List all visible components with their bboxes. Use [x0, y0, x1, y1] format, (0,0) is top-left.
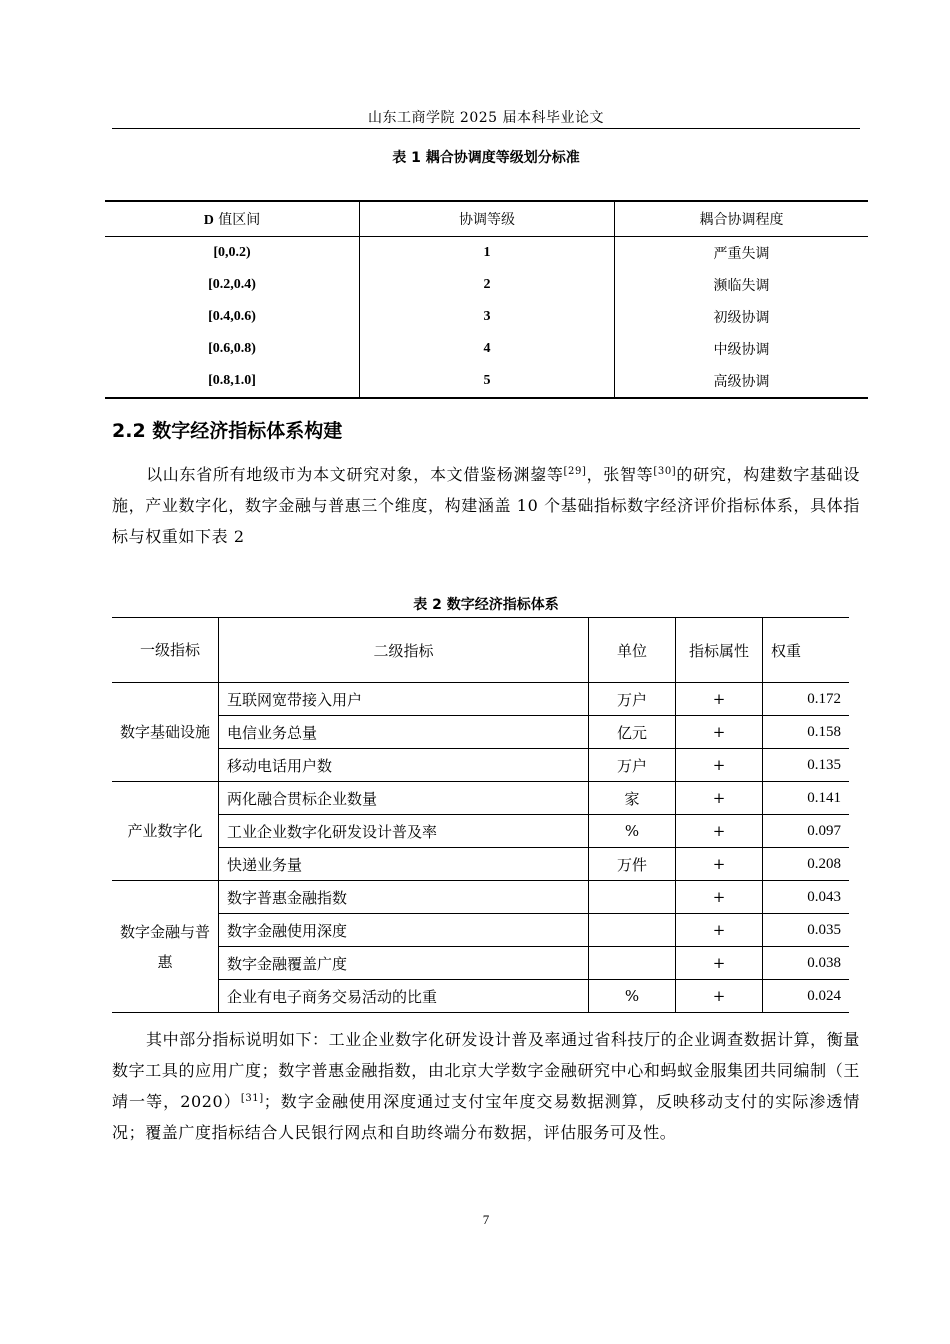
d-range-cell: [0.4,0.6) — [208, 309, 256, 324]
table-row — [112, 848, 849, 881]
attribute-cell: + — [676, 914, 763, 947]
degree-cell: 中级协调 — [615, 333, 869, 365]
citation-ref: [30] — [653, 466, 677, 477]
indicator-cell: 数字金融使用深度 — [219, 914, 589, 947]
weight-cell: 0.035 — [763, 914, 850, 947]
level-cell: 5 — [360, 365, 615, 398]
level1-group-cell: 数字金融与普惠 — [112, 881, 219, 1013]
table-row — [105, 333, 868, 365]
indicator-cell: 互联网宽带接入用户 — [219, 683, 589, 716]
weight-cell: 0.172 — [763, 683, 850, 716]
table-row — [105, 269, 868, 301]
level-cell: 1 — [360, 237, 615, 270]
d-range-cell: [0.6,0.8) — [208, 341, 256, 356]
indicator-cell: 工业企业数字化研发设计普及率 — [219, 815, 589, 848]
attribute-cell: + — [676, 749, 763, 782]
degree-cell: 濒临失调 — [615, 269, 869, 301]
attribute-cell: + — [676, 980, 763, 1013]
attribute-cell: + — [676, 947, 763, 980]
weight-cell: 0.208 — [763, 848, 850, 881]
unit-cell: % — [589, 815, 676, 848]
unit-cell: 万件 — [589, 848, 676, 881]
table1-col-level: 协调等级 — [360, 201, 615, 237]
attribute-cell: + — [676, 848, 763, 881]
paragraph-text: ，张智等 — [586, 465, 654, 484]
indicator-cell: 电信业务总量 — [219, 716, 589, 749]
notes-paragraph — [112, 1024, 860, 1148]
level-cell: 2 — [360, 269, 615, 301]
level-cell: 4 — [360, 333, 615, 365]
page-header: 山东工商学院 2025 届本科毕业论文 — [367, 110, 605, 126]
citation-ref: [29] — [563, 466, 587, 477]
table1-col-d-range: D 值区间 — [105, 201, 360, 237]
degree-cell: 高级协调 — [615, 365, 869, 398]
d-range-cell: [0,0.2) — [213, 245, 251, 260]
section-paragraph — [112, 459, 860, 552]
attribute-cell: + — [676, 716, 763, 749]
table-row — [105, 365, 868, 398]
weight-cell: 0.141 — [763, 782, 850, 815]
attribute-cell: + — [676, 683, 763, 716]
unit-cell: % — [589, 980, 676, 1013]
table2-col-level1: 一级指标 — [112, 618, 219, 683]
attribute-cell: + — [676, 881, 763, 914]
section-heading: 2.2 数字经济指标体系构建 — [112, 420, 343, 442]
degree-cell: 严重失调 — [615, 237, 869, 270]
weight-cell: 0.038 — [763, 947, 850, 980]
table-row — [112, 815, 849, 848]
table-row — [112, 782, 849, 815]
table2-col-unit: 单位 — [589, 618, 676, 683]
weight-cell: 0.024 — [763, 980, 850, 1013]
indicator-cell: 快递业务量 — [219, 848, 589, 881]
level1-group-cell: 数字基础设施 — [112, 683, 219, 782]
unit-cell: 万户 — [589, 749, 676, 782]
digital-economy-index-table — [112, 617, 849, 1013]
table-row — [105, 237, 868, 270]
indicator-cell: 企业有电子商务交易活动的比重 — [219, 980, 589, 1013]
table-row — [112, 881, 849, 914]
citation-ref: [31] — [240, 1093, 264, 1104]
level1-group-cell: 产业数字化 — [112, 782, 219, 881]
table1-col-degree: 耦合协调程度 — [615, 201, 869, 237]
weight-cell: 0.043 — [763, 881, 850, 914]
indicator-cell: 移动电话用户数 — [219, 749, 589, 782]
unit-cell — [589, 947, 676, 980]
weight-cell: 0.135 — [763, 749, 850, 782]
unit-cell: 家 — [589, 782, 676, 815]
paragraph-text: 以山东省所有地级市为本文研究对象，本文借鉴杨渊鋆等 — [146, 465, 564, 484]
attribute-cell: + — [676, 782, 763, 815]
table1-caption: 表 1 耦合协调度等级划分标准 — [392, 150, 580, 166]
table-row — [112, 947, 849, 980]
indicator-cell: 两化融合贯标企业数量 — [219, 782, 589, 815]
table-row — [105, 301, 868, 333]
table2-header-row — [112, 618, 849, 683]
unit-cell — [589, 914, 676, 947]
table2-col-weight: 权重 — [763, 618, 850, 683]
page-number: 7 — [482, 1212, 490, 1227]
weight-cell: 0.158 — [763, 716, 850, 749]
indicator-cell: 数字金融覆盖广度 — [219, 947, 589, 980]
paragraph-text: 的研究，构建数字基础设施，产业数字化，数字金融与普惠三个维度，构建涵盖 10 个基础指标数字经济评价指标体系，具体指标与权重如下表 2 — [112, 465, 860, 546]
table-row — [112, 914, 849, 947]
coupling-coordination-table — [105, 200, 868, 399]
indicator-cell: 数字普惠金融指数 — [219, 881, 589, 914]
table2-col-level2: 二级指标 — [219, 618, 589, 683]
table-row — [112, 716, 849, 749]
attribute-cell: + — [676, 815, 763, 848]
unit-cell — [589, 881, 676, 914]
table-row — [112, 749, 849, 782]
table-row — [112, 683, 849, 716]
level-cell: 3 — [360, 301, 615, 333]
table2-col-attribute: 指标属性 — [676, 618, 763, 683]
table1-header-row — [105, 201, 868, 237]
paragraph-text: ；数字金融使用深度通过支付宝年度交易数据测算，反映移动支付的实际渗透情况；覆盖广度指标结合人民银行网点和自助终端分布数据，评估服务可及性。 — [112, 1092, 860, 1142]
d-range-cell: [0.8,1.0] — [105, 365, 360, 398]
unit-cell: 亿元 — [589, 716, 676, 749]
header-rule — [112, 128, 860, 129]
unit-cell: 万户 — [589, 683, 676, 716]
table-row — [112, 980, 849, 1013]
table2-caption: 表 2 数字经济指标体系 — [413, 597, 559, 613]
degree-cell: 初级协调 — [615, 301, 869, 333]
paragraph-text: 其中部分指标说明如下：工业企业数字化研发设计普及率通过省科技厅的企业调查数据计算，衡量数字工具的应用广度；数字普惠金融指数，由北京大学数字金融研究中心和蚂蚁金服集团共同编制（王靖一等，2020） — [112, 1030, 860, 1111]
weight-cell: 0.097 — [763, 815, 850, 848]
d-range-cell: [0.2,0.4) — [208, 277, 256, 292]
